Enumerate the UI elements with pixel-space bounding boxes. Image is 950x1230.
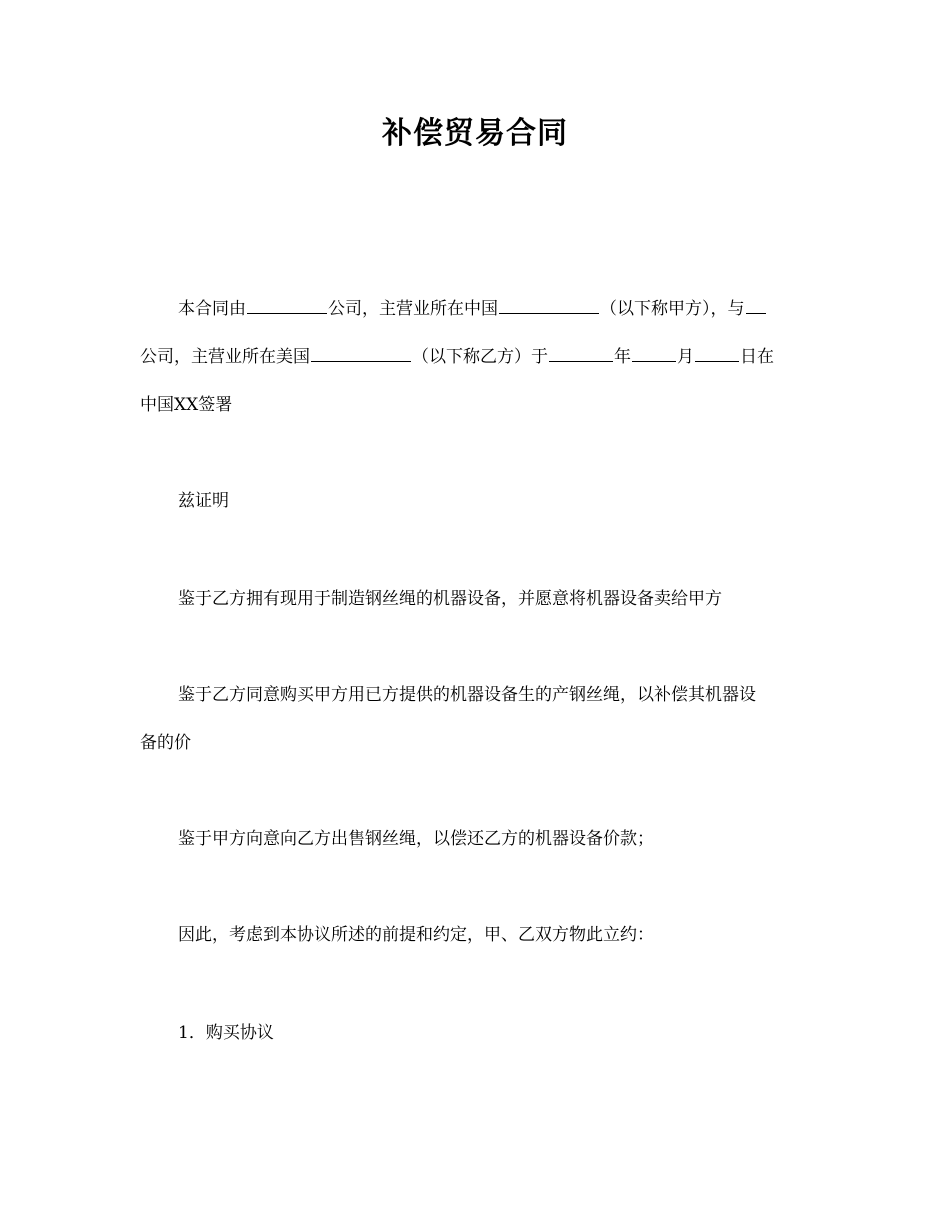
intro-text-5: （以下称乙方）于 <box>412 347 548 367</box>
intro-line-3: 中国XX签署 <box>140 395 233 415</box>
therefore-line <box>140 912 812 959</box>
witness-line <box>140 478 812 525</box>
blank-address-b[interactable] <box>311 360 411 362</box>
intro-text-3: （以下称甲方），与 <box>600 299 745 319</box>
blank-year[interactable] <box>549 360 613 362</box>
intro-text-2: 公司，主营业所在中国 <box>328 299 498 319</box>
intro-line-1 <box>140 286 812 333</box>
blank-company-a[interactable] <box>247 312 327 314</box>
section-1-text: 1．购买协议 <box>178 1023 274 1043</box>
blank-address-a[interactable] <box>499 312 599 314</box>
blank-month[interactable] <box>632 360 676 362</box>
whereas-3-text: 鉴于甲方向意向乙方出售钢丝绳，以偿还乙方的机器设备价款； <box>178 829 654 849</box>
intro-text-8: 日在 <box>740 347 774 367</box>
blank-day[interactable] <box>695 360 739 362</box>
whereas-1 <box>140 576 812 623</box>
whereas-3 <box>140 816 812 863</box>
intro-line-2 <box>140 334 812 381</box>
intro-text-1: 本合同由 <box>178 299 246 319</box>
section-1-heading <box>140 1010 812 1057</box>
intro-text-7: 月 <box>677 347 694 367</box>
whereas-1-text: 鉴于乙方拥有现用于制造钢丝绳的机器设备，并愿意将机器设备卖给甲方 <box>178 589 722 609</box>
witness-text: 兹证明 <box>178 491 229 511</box>
document-title: 补偿贸易合同 <box>382 116 568 151</box>
blank-company-b-start[interactable] <box>746 312 766 314</box>
whereas-2-line-2: 备的价 <box>140 733 191 753</box>
intro-text-6: 年 <box>614 347 631 367</box>
whereas-2-line-1 <box>140 672 812 719</box>
intro-text-4: 公司，主营业所在美国 <box>140 347 310 367</box>
whereas-2-text-1: 鉴于乙方同意购买甲方用已方提供的机器设备生的产钢丝绳，以补偿其机器设 <box>178 685 756 705</box>
therefore-text: 因此，考虑到本协议所述的前提和约定，甲、乙双方物此立约： <box>178 925 654 945</box>
